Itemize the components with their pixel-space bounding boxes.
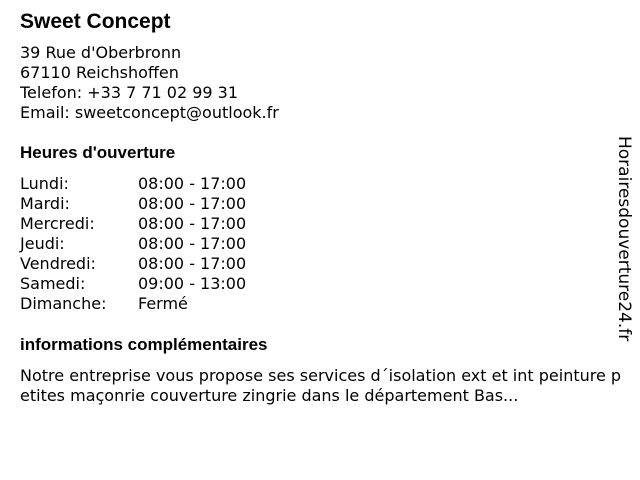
day-label: Vendredi: — [20, 254, 96, 273]
business-description: Notre entreprise vous propose ses services d´isolation ext et int peinture petites maçonrie couverture zingrie dans le département Bas... — [20, 366, 622, 405]
time-range: Fermé — [138, 294, 188, 313]
day-label: Mercredi: — [20, 214, 95, 233]
watermark-text: Horairesdouverture24.fr — [614, 136, 634, 342]
contact-block — [20, 43, 610, 123]
day-label: Jeudi: — [20, 234, 65, 253]
day-label: Lundi: — [20, 174, 69, 193]
time-range: 08:00 - 17:00 — [138, 234, 247, 253]
time-range: 08:00 - 17:00 — [138, 174, 247, 193]
hours-row-thursday — [20, 234, 610, 254]
time-range: 08:00 - 17:00 — [138, 194, 247, 213]
hours-row-sunday — [20, 294, 610, 314]
phone-number[interactable]: Telefon: +33 7 71 02 99 31 — [20, 83, 239, 102]
hours-table — [20, 174, 610, 314]
email-address[interactable]: Email: sweetconcept@outlook.fr — [20, 103, 279, 122]
time-range: 08:00 - 17:00 — [138, 214, 247, 233]
hours-row-friday — [20, 254, 610, 274]
address-street: 39 Rue d'Oberbronn — [20, 43, 182, 62]
hours-heading: Heures d'ouverture — [20, 143, 176, 162]
day-label: Dimanche: — [20, 294, 107, 313]
hours-row-wednesday — [20, 214, 610, 234]
business-name: Sweet Concept — [20, 10, 171, 33]
address-city: 67110 Reichshoffen — [20, 63, 179, 82]
day-label: Samedi: — [20, 274, 86, 293]
info-heading: informations complémentaires — [20, 335, 268, 354]
hours-row-tuesday — [20, 194, 610, 214]
day-label: Mardi: — [20, 194, 70, 213]
hours-row-monday — [20, 174, 610, 194]
business-card — [20, 10, 622, 406]
time-range: 08:00 - 17:00 — [138, 254, 247, 273]
time-range: 09:00 - 13:00 — [138, 274, 247, 293]
hours-row-saturday — [20, 274, 610, 294]
